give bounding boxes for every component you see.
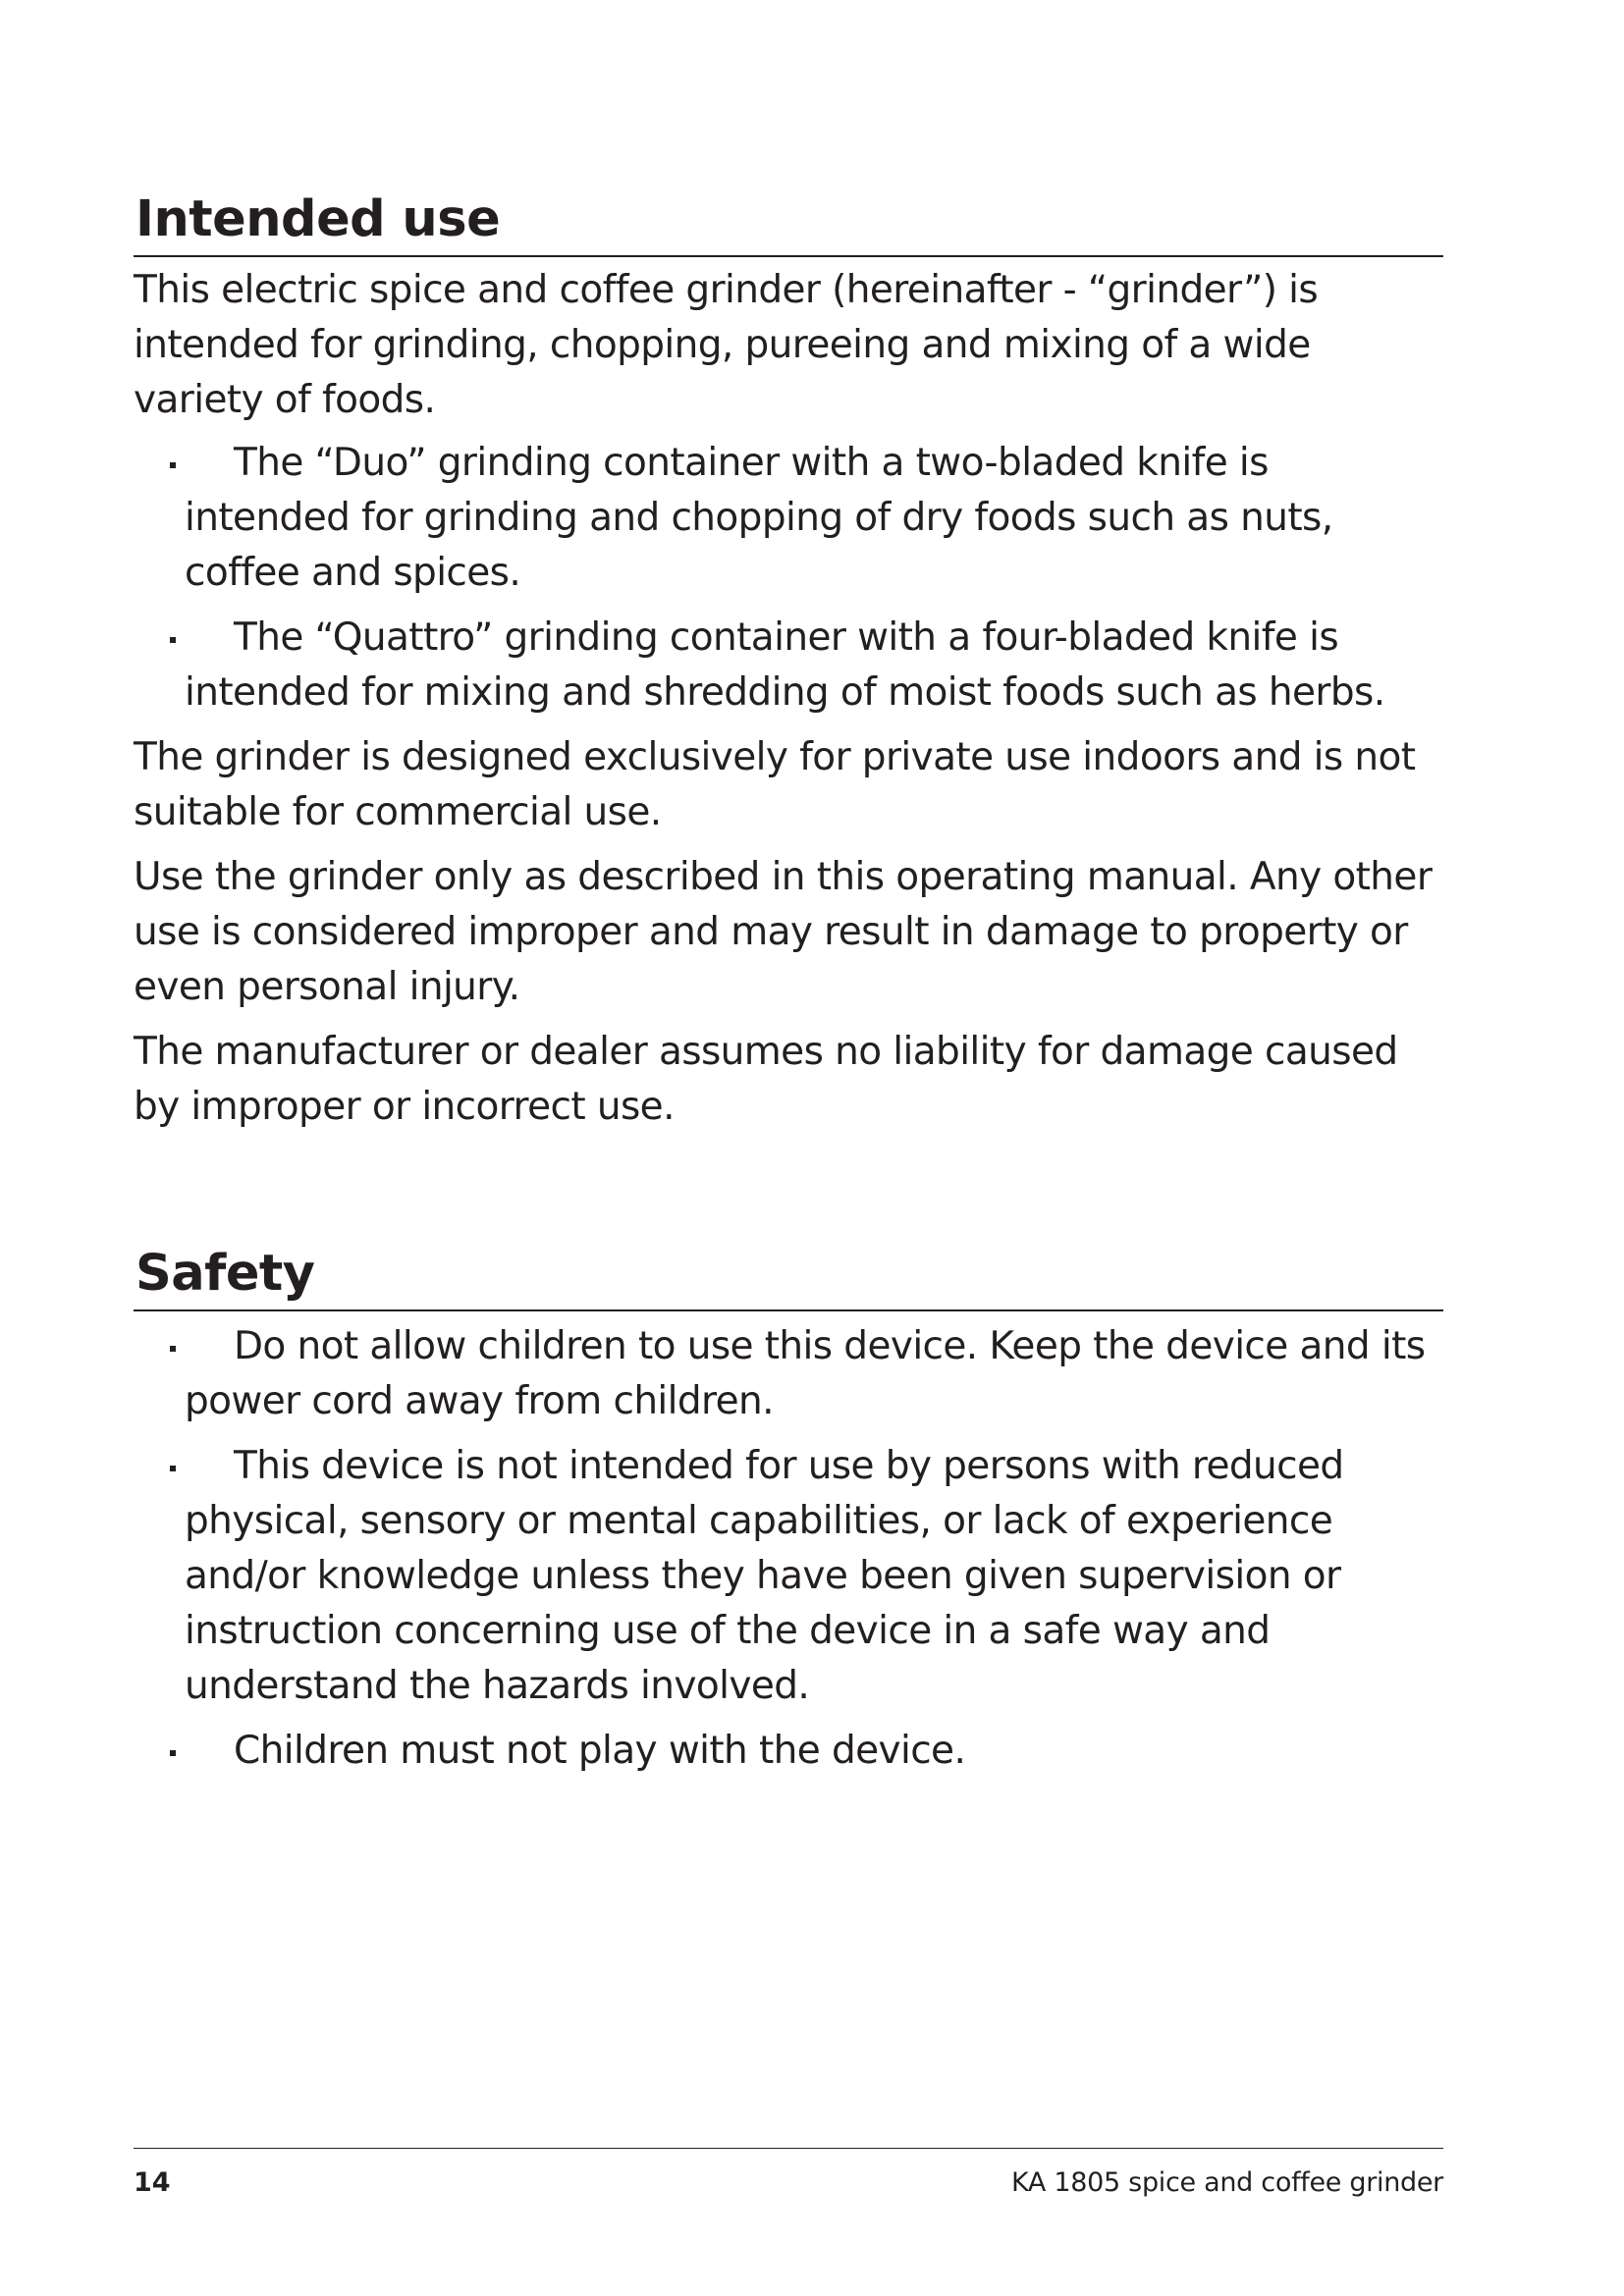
bullet-text: The “Duo” grinding container with a two-bladed knife is intended for grinding and chopping of dry foods such as nuts, coffee and spices. bbox=[185, 441, 1333, 595]
private-use-paragraph: The grinder is designed exclusively for private use indoors and is not suitable for commercial use. bbox=[134, 735, 1416, 834]
bullet-text: The “Quattro” grinding container with a four-bladed knife is intended for mixing and shredding of moist foods such as herbs. bbox=[185, 615, 1385, 715]
intended-use-bullet-list bbox=[134, 436, 1443, 721]
bullet-text: Do not allow children to use this device. Keep the device and its power cord away from children. bbox=[185, 1324, 1426, 1423]
bullet-icon bbox=[170, 462, 176, 468]
document-title: KA 1805 spice and coffee grinder bbox=[1011, 2167, 1443, 2198]
intended-use-heading: Intended use bbox=[134, 185, 1443, 257]
intended-use-intro: This electric spice and coffee grinder (hereinafter - “grinder”) is intended for grinding, chopping, pureeing and mixing of a wide variety of foods. bbox=[134, 268, 1319, 422]
page-number: 14 bbox=[134, 2167, 171, 2198]
list-item bbox=[134, 611, 1443, 721]
list-item bbox=[134, 1319, 1443, 1429]
bullet-icon bbox=[170, 1346, 176, 1352]
bullet-icon bbox=[170, 1466, 176, 1471]
bullet-icon bbox=[170, 637, 176, 643]
safety-section bbox=[134, 1239, 1443, 1779]
bullet-text: This device is not intended for use by persons with reduced physical, sensory or mental capabilities, or lack of experience and/or knowledge unless they have been given supervision or instruction concerning use of the device in a safe way and understand the hazards involved. bbox=[185, 1444, 1344, 1708]
safety-heading: Safety bbox=[134, 1239, 1443, 1311]
intended-use-section bbox=[134, 185, 1443, 1135]
footer-divider bbox=[134, 2148, 1443, 2149]
bullet-text: Children must not play with the device. bbox=[234, 1729, 966, 1773]
list-item bbox=[134, 1439, 1443, 1714]
liability-paragraph: The manufacturer or dealer assumes no liability for damage caused by improper or incorrect use. bbox=[134, 1030, 1398, 1129]
list-item bbox=[134, 436, 1443, 601]
list-item bbox=[134, 1724, 1443, 1779]
safety-bullet-list bbox=[134, 1319, 1443, 1779]
bullet-icon bbox=[170, 1750, 176, 1756]
improper-use-paragraph: Use the grinder only as described in this operating manual. Any other use is considered improper and may result in damage to property or even personal injury. bbox=[134, 855, 1433, 1009]
